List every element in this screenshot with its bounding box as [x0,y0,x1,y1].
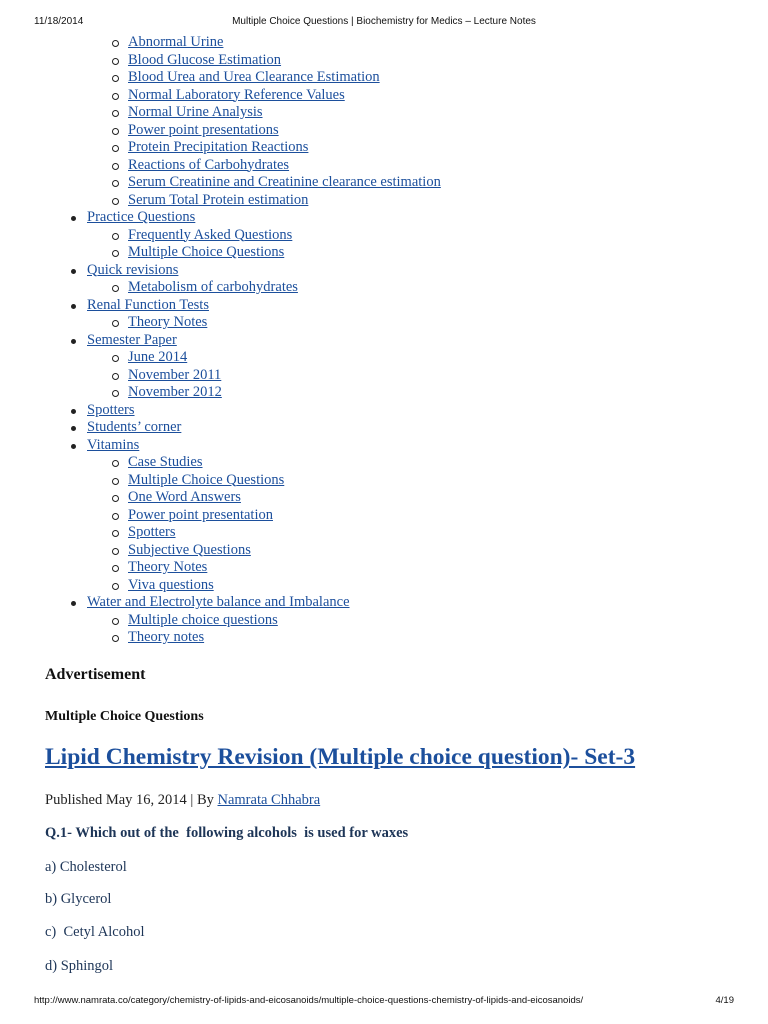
menu-link-reference-values[interactable]: Normal Laboratory Reference Values [128,86,345,103]
menu-link-frequently-asked-questions[interactable]: Frequently Asked Questions [128,226,293,243]
menu-subitem [0,349,768,367]
menu-subitem [0,472,768,490]
published-prefix: Published [45,792,106,808]
menu-link-one-word-answers[interactable]: One Word Answers [128,489,241,505]
answer-option-b: b) Glycerol [45,891,112,907]
menu-link-normal-urine-analysis[interactable]: Normal Urine Analysis [128,104,263,120]
menu-link-november-2012[interactable]: November 2012 [128,384,222,400]
menu-link-vitamins-spotters[interactable]: Spotters [128,524,176,540]
menu-subitem [0,559,768,577]
menu-link-protein-precipitation[interactable]: Protein Precipitation Reactions [128,139,309,155]
menu-link-vitamins-theory-notes[interactable]: Theory Notes [128,559,208,575]
menu-link-water-theory-notes[interactable]: Theory notes [128,629,205,645]
menu-subitem [0,489,768,507]
menu-subitem [0,454,768,472]
menu-link-students-corner[interactable]: Students’ corner [87,419,182,435]
menu-subitem [0,367,768,385]
menu-link-water-mcq[interactable]: Multiple choice questions [128,611,278,628]
category-menu [0,34,768,647]
menu-subitem [0,139,768,157]
menu-subitem [0,122,768,140]
menu-subitem [0,87,768,105]
menu-subitem [0,314,768,332]
print-footer [0,995,768,1009]
menu-link-viva-questions[interactable]: Viva questions [128,576,214,593]
menu-item [0,402,768,420]
answer-option-c: c) Cetyl Alcohol [45,924,145,940]
menu-link-metabolism-of-carbohydrates[interactable]: Metabolism of carbohydrates [128,279,298,295]
menu-subitem [0,524,768,542]
menu-subitem [0,244,768,262]
menu-subitem [0,507,768,525]
menu-link-vitamins-presentation[interactable]: Power point presentation [128,506,273,523]
menu-link-power-point-presentations[interactable]: Power point presentations [128,121,279,138]
print-page-number: 4/19 [715,995,734,1006]
menu-link-renal-theory-notes[interactable]: Theory Notes [128,314,208,330]
post-date: May 16, 2014 [105,792,187,808]
menu-item [0,594,768,612]
menu-link-abnormal-urine[interactable]: Abnormal Urine [128,34,224,50]
menu-link-subjective-questions[interactable]: Subjective Questions [128,541,251,558]
post-title-link[interactable]: Lipid Chemistry Revision (Multiple choice question)- Set-3 [45,744,636,770]
author-link[interactable]: Namrata Chhabra [217,792,321,808]
menu-item [0,332,768,350]
menu-link-serum-total-protein[interactable]: Serum Total Protein estimation [128,191,309,208]
menu-subitem [0,612,768,630]
menu-link-water-electrolyte[interactable]: Water and Electrolyte balance and Imbalance [87,594,350,610]
menu-subitem [0,157,768,175]
menu-link-november-2011[interactable]: November 2011 [128,366,222,383]
print-date: 11/18/2014 [34,16,84,27]
menu-item [0,262,768,280]
menu-subitem [0,192,768,210]
menu-link-blood-glucose-estimation[interactable]: Blood Glucose Estimation [128,51,282,68]
advertisement-heading: Advertisement [45,666,146,683]
menu-link-june-2014[interactable]: June 2014 [128,349,188,365]
menu-link-serum-creatinine[interactable]: Serum Creatinine and Creatinine clearance estimation [128,174,441,190]
menu-subitem [0,577,768,595]
menu-subitem [0,69,768,87]
print-page-title: Multiple Choice Questions | Biochemistry for Medics – Lecture Notes [232,16,536,27]
menu-item [0,209,768,227]
menu-link-quick-revisions[interactable]: Quick revisions [87,261,179,278]
post-byline [45,792,320,809]
menu-item [0,419,768,437]
menu-subitem [0,279,768,297]
menu-subitem [0,629,768,647]
print-url: http://www.namrata.co/category/chemistry-of-lipids-and-eicosanoids/multiple-choice-questions-chemistry-of-lipids-and-eicosanoids/ [34,995,584,1006]
menu-subitem [0,52,768,70]
answer-option-d: d) Sphingol [45,958,114,974]
menu-link-multiple-choice-questions[interactable]: Multiple Choice Questions [128,244,285,260]
byline-separator: | By [186,792,218,808]
menu-subitem [0,384,768,402]
menu-link-reactions-of-carbohydrates[interactable]: Reactions of Carbohydrates [128,156,290,173]
print-header [0,16,768,30]
menu-link-practice-questions[interactable]: Practice Questions [87,209,196,225]
menu-link-blood-urea-estimation[interactable]: Blood Urea and Urea Clearance Estimation [128,69,380,85]
menu-subitem [0,34,768,52]
menu-subitem [0,174,768,192]
menu-link-semester-paper[interactable]: Semester Paper [87,331,177,348]
menu-item [0,437,768,455]
section-label: Multiple Choice Questions [45,709,204,724]
menu-link-vitamins-mcq[interactable]: Multiple Choice Questions [128,471,285,488]
menu-subitem [0,227,768,245]
menu-link-renal-function-tests[interactable]: Renal Function Tests [87,296,209,313]
menu-link-vitamins[interactable]: Vitamins [87,436,140,453]
menu-subitem [0,104,768,122]
menu-link-spotters[interactable]: Spotters [87,401,135,418]
menu-link-case-studies[interactable]: Case Studies [128,454,203,470]
question-text: Q.1- Which out of the following alcohols is used for waxes [45,825,409,841]
menu-subitem [0,542,768,560]
answer-option-a: a) Cholesterol [45,859,127,875]
menu-item [0,297,768,315]
